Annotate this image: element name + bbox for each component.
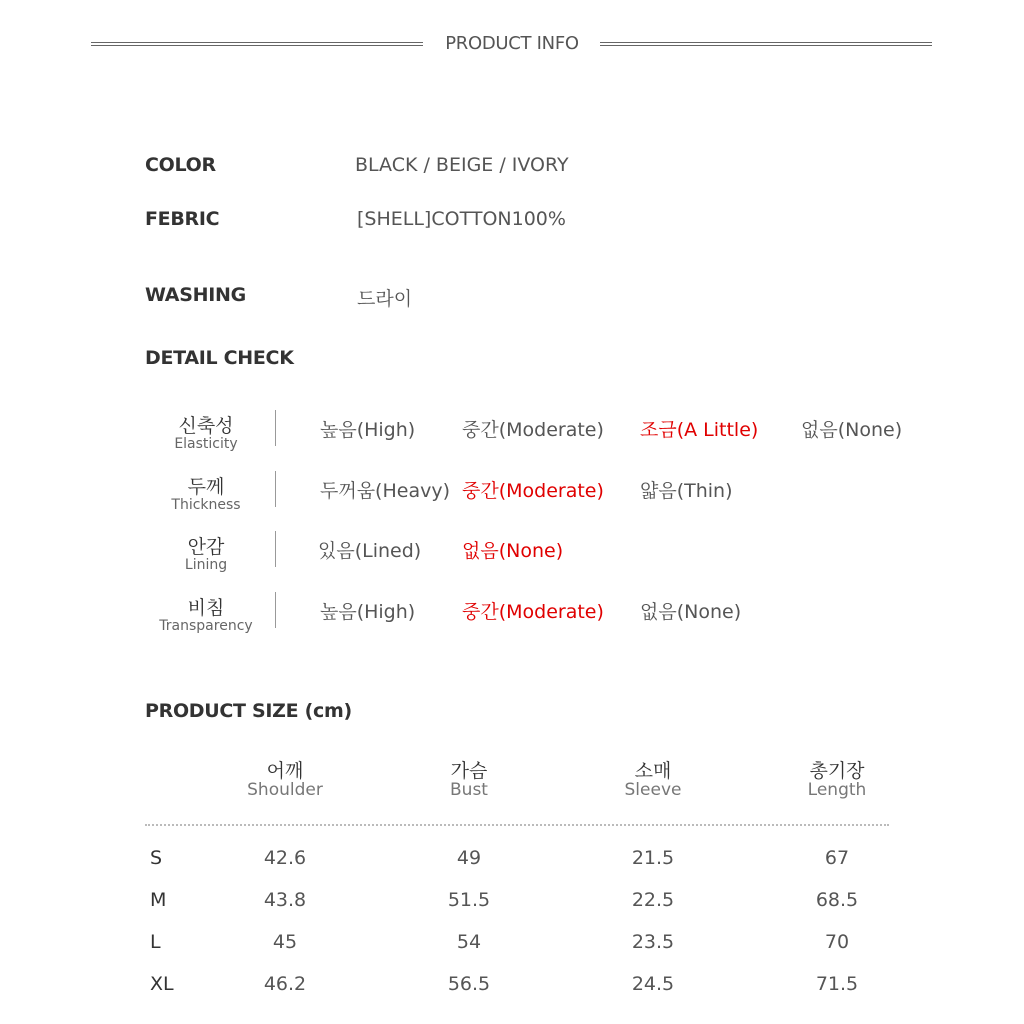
detail-row-divider: [275, 592, 276, 628]
detail-check-title: DETAIL CHECK: [145, 347, 294, 369]
size-table-cell: 22.5: [631, 889, 675, 911]
size-table-cell: 46.2: [263, 973, 307, 995]
detail-row-en-label: Thickness: [171, 497, 241, 513]
detail-option: 없음(None): [801, 419, 903, 441]
detail-option-selected: 없음(None): [462, 540, 564, 562]
size-col-header-en: Bust: [450, 780, 488, 800]
detail-row-en-label: Elasticity: [174, 436, 238, 452]
detail-option: 두꺼움(Heavy): [320, 480, 450, 502]
size-table-cell: 71.5: [815, 973, 859, 995]
detail-option-selected: 조금(A Little): [640, 419, 759, 441]
fabric-value: [SHELL]COTTON100%: [357, 208, 566, 230]
size-col-header-kr: 총기장: [809, 760, 865, 782]
detail-row-divider: [275, 531, 276, 567]
detail-row-kr-label: 두께: [187, 476, 225, 498]
washing-value: 드라이: [357, 288, 413, 310]
size-row-label: XL: [150, 973, 174, 995]
size-row-label: M: [150, 889, 167, 911]
size-table-cell: 54: [456, 931, 482, 953]
size-table-cell: 21.5: [631, 847, 675, 869]
size-table-cell: 24.5: [631, 973, 675, 995]
detail-option-selected: 중간(Moderate): [462, 601, 604, 623]
size-table-cell: 67: [824, 847, 850, 869]
detail-option: 얇음(Thin): [640, 480, 733, 502]
size-table-cell: 49: [456, 847, 482, 869]
size-table-cell: 23.5: [631, 931, 675, 953]
size-col-header-en: Sleeve: [624, 780, 682, 800]
size-table-cell: 42.6: [263, 847, 307, 869]
detail-row-divider: [275, 410, 276, 446]
size-table-cell: 45: [272, 931, 298, 953]
size-col-header-kr: 어깨: [266, 760, 304, 782]
section-title-product-info: PRODUCT INFO: [445, 33, 579, 54]
washing-label: WASHING: [145, 284, 246, 306]
detail-option: 높음(High): [320, 601, 416, 623]
size-table-cell: 56.5: [447, 973, 491, 995]
size-table-cell: 68.5: [815, 889, 859, 911]
size-col-header-kr: 소매: [634, 760, 672, 782]
fabric-label: FEBRIC: [145, 208, 220, 230]
detail-row-kr-label: 안감: [187, 536, 225, 558]
color-label: COLOR: [145, 154, 216, 176]
detail-row-en-label: Transparency: [159, 618, 253, 634]
detail-row-kr-label: 신축성: [178, 415, 234, 437]
detail-option-selected: 중간(Moderate): [462, 480, 604, 502]
size-row-label: L: [150, 931, 161, 953]
size-table-cell: 70: [824, 931, 850, 953]
size-col-header-en: Shoulder: [247, 780, 323, 800]
size-row-label: S: [150, 847, 163, 869]
detail-row-en-label: Lining: [184, 557, 228, 573]
detail-option: 중간(Moderate): [462, 419, 604, 441]
size-table-cell: 51.5: [447, 889, 491, 911]
detail-row-divider: [275, 471, 276, 507]
detail-row-kr-label: 비침: [187, 597, 225, 619]
color-value: BLACK / BEIGE / IVORY: [355, 154, 569, 176]
size-col-header-kr: 가슴: [450, 760, 488, 782]
detail-option: 높음(High): [320, 419, 416, 441]
size-table-cell: 43.8: [263, 889, 307, 911]
product-size-title: PRODUCT SIZE (cm): [145, 700, 352, 722]
size-table-divider: [145, 824, 889, 826]
detail-option: 없음(None): [640, 601, 742, 623]
detail-option: 있음(Lined): [318, 540, 422, 562]
size-col-header-en: Length: [807, 780, 867, 800]
